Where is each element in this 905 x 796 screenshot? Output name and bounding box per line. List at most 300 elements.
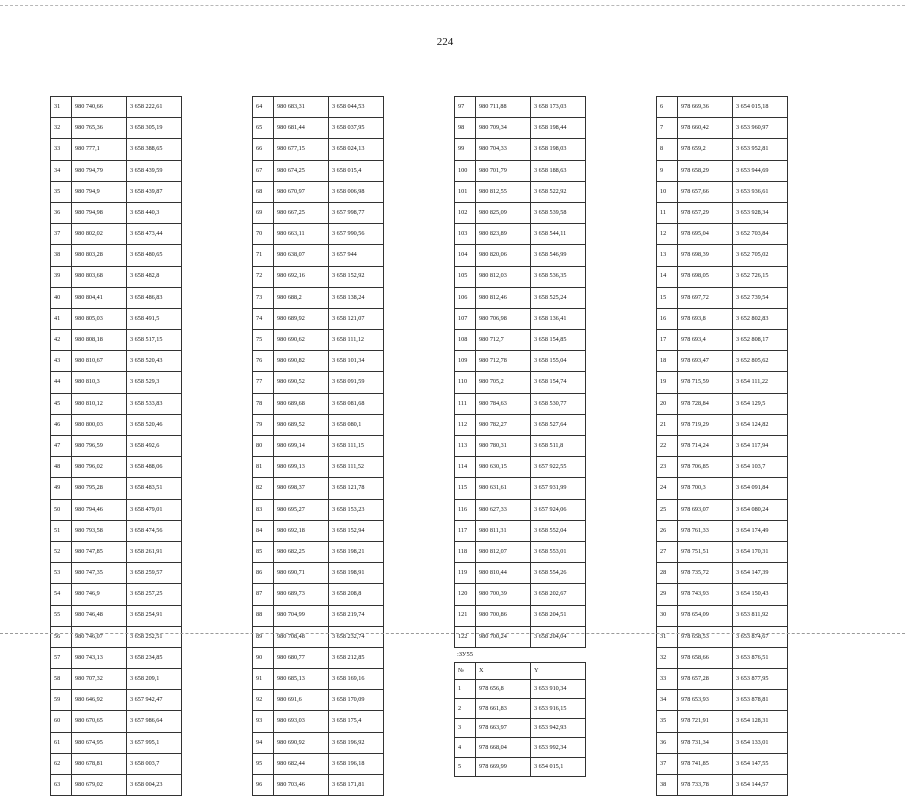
- point-number: 11: [657, 202, 678, 223]
- y-coordinate: 3 658 552,04: [531, 520, 586, 541]
- y-coordinate: 3 658 520,46: [127, 414, 182, 435]
- point-number: 36: [51, 202, 72, 223]
- x-coordinate: 980 698,37: [274, 478, 329, 499]
- x-coordinate: 978 669,36: [678, 97, 733, 118]
- point-number: 9: [657, 160, 678, 181]
- y-coordinate: 3 658 533,83: [127, 393, 182, 414]
- y-coordinate: 3 658 024,13: [329, 139, 384, 160]
- x-coordinate: 978 693,07: [678, 499, 733, 520]
- y-coordinate: 3 658 111,15: [329, 436, 384, 457]
- x-coordinate: 978 733,78: [678, 775, 733, 796]
- x-coordinate: 978 653,93: [678, 690, 733, 711]
- point-number: 16: [657, 308, 678, 329]
- x-coordinate: 980 706,98: [476, 308, 531, 329]
- point-number: 116: [455, 499, 476, 520]
- point-number: 25: [657, 499, 678, 520]
- y-coordinate: 3 653 944,69: [733, 160, 788, 181]
- y-coordinate: 3 658 198,21: [329, 541, 384, 562]
- x-coordinate: 978 695,04: [678, 224, 733, 245]
- coords-table-4: [656, 96, 788, 796]
- table-row: [455, 97, 586, 118]
- x-coordinate: 978 668,04: [476, 738, 531, 758]
- point-number: 114: [455, 457, 476, 478]
- x-coordinate: 980 679,02: [72, 775, 127, 796]
- y-coordinate: 3 658 136,41: [531, 308, 586, 329]
- x-coordinate: 978 693,8: [678, 308, 733, 329]
- y-coordinate: 3 657 924,06: [531, 499, 586, 520]
- x-coordinate: 980 690,82: [274, 351, 329, 372]
- y-coordinate: 3 658 091,59: [329, 372, 384, 393]
- table-row: [253, 436, 384, 457]
- table-row: [455, 245, 586, 266]
- point-number: 86: [253, 563, 274, 584]
- table-row: [253, 563, 384, 584]
- x-coordinate: 980 709,34: [476, 118, 531, 139]
- y-coordinate: 3 658 209,1: [127, 669, 182, 690]
- point-number: 59: [51, 690, 72, 711]
- table-row: [253, 308, 384, 329]
- point-number: 50: [51, 499, 72, 520]
- point-number: 48: [51, 457, 72, 478]
- point-number: 31: [657, 626, 678, 647]
- table-row: [657, 541, 788, 562]
- table-row: [657, 690, 788, 711]
- point-number: 64: [253, 97, 274, 118]
- table-row: [657, 224, 788, 245]
- x-coordinate: 980 680,77: [274, 647, 329, 668]
- point-number: 88: [253, 605, 274, 626]
- y-coordinate: 3 657 922,55: [531, 457, 586, 478]
- point-number: 6: [657, 97, 678, 118]
- table-row: [657, 605, 788, 626]
- table-row: [455, 520, 586, 541]
- y-coordinate: 3 658 482,8: [127, 266, 182, 287]
- x-coordinate: 980 784,63: [476, 393, 531, 414]
- y-coordinate: 3 653 811,92: [733, 605, 788, 626]
- point-number: 35: [51, 181, 72, 202]
- x-coordinate: 978 735,72: [678, 563, 733, 584]
- coords-column-1: [50, 96, 182, 796]
- x-coordinate: 980 804,41: [72, 287, 127, 308]
- x-coordinate: 980 712,7: [476, 330, 531, 351]
- x-coordinate: 978 657,29: [678, 202, 733, 223]
- y-coordinate: 3 654 128,31: [733, 711, 788, 732]
- x-coordinate: 978 714,24: [678, 436, 733, 457]
- table-row: [657, 478, 788, 499]
- y-coordinate: 3 658 522,92: [531, 181, 586, 202]
- x-coordinate: 978 728,84: [678, 393, 733, 414]
- x-coordinate: 980 646,92: [72, 690, 127, 711]
- x-coordinate: 978 693,4: [678, 330, 733, 351]
- point-number: 39: [51, 266, 72, 287]
- x-coordinate: 980 682,25: [274, 541, 329, 562]
- table-row: [51, 436, 182, 457]
- point-number: 79: [253, 414, 274, 435]
- point-number: 80: [253, 436, 274, 457]
- y-coordinate: 3 658 121,78: [329, 478, 384, 499]
- x-coordinate: 980 677,15: [274, 139, 329, 160]
- y-coordinate: 3 653 960,97: [733, 118, 788, 139]
- table-row: [455, 308, 586, 329]
- table-row: [51, 287, 182, 308]
- y-coordinate: 3 658 511,8: [531, 436, 586, 457]
- table-row: [455, 330, 586, 351]
- table-row: [51, 97, 182, 118]
- point-number: 33: [657, 669, 678, 690]
- x-coordinate: 980 765,36: [72, 118, 127, 139]
- point-number: 47: [51, 436, 72, 457]
- point-number: 115: [455, 478, 476, 499]
- x-coordinate: 980 688,2: [274, 287, 329, 308]
- y-coordinate: 3 658 479,01: [127, 499, 182, 520]
- y-coordinate: 3 654 015,18: [733, 97, 788, 118]
- point-number: 119: [455, 563, 476, 584]
- point-number: 3: [455, 718, 476, 738]
- point-number: 35: [657, 711, 678, 732]
- x-coordinate: 978 658,66: [678, 647, 733, 668]
- point-number: 73: [253, 287, 274, 308]
- x-coordinate: 980 674,95: [72, 732, 127, 753]
- point-number: 43: [51, 351, 72, 372]
- y-coordinate: 3 658 202,67: [531, 584, 586, 605]
- table-row: [657, 202, 788, 223]
- y-coordinate: 3 653 992,34: [531, 738, 586, 758]
- y-coordinate: 3 658 152,92: [329, 266, 384, 287]
- x-coordinate: 980 691,6: [274, 690, 329, 711]
- x-coordinate: 978 706,85: [678, 457, 733, 478]
- table-row: [657, 775, 788, 796]
- table-row: [455, 541, 586, 562]
- table-row: [253, 393, 384, 414]
- x-coordinate: 980 810,3: [72, 372, 127, 393]
- point-number: 18: [657, 351, 678, 372]
- point-number: 30: [657, 605, 678, 626]
- y-coordinate: 3 652 802,83: [733, 308, 788, 329]
- table-row: [51, 563, 182, 584]
- y-coordinate: 3 658 529,3: [127, 372, 182, 393]
- y-coordinate: 3 654 147,55: [733, 753, 788, 774]
- x-coordinate: 980 689,73: [274, 584, 329, 605]
- y-coordinate: 3 654 174,49: [733, 520, 788, 541]
- table-row: [253, 541, 384, 562]
- x-coordinate: 980 701,79: [476, 160, 531, 181]
- x-coordinate: 980 704,33: [476, 139, 531, 160]
- point-number: 44: [51, 372, 72, 393]
- y-coordinate: 3 652 705,02: [733, 245, 788, 266]
- x-coordinate: 980 692,18: [274, 520, 329, 541]
- point-number: 70: [253, 224, 274, 245]
- x-coordinate: 978 654,09: [678, 605, 733, 626]
- table-row: [455, 584, 586, 605]
- point-number: 4: [455, 738, 476, 758]
- point-number: 100: [455, 160, 476, 181]
- point-number: 15: [657, 287, 678, 308]
- x-coordinate: 980 683,31: [274, 97, 329, 118]
- table-row: [51, 351, 182, 372]
- point-number: 40: [51, 287, 72, 308]
- x-coordinate: 980 631,61: [476, 478, 531, 499]
- table-row: [657, 711, 788, 732]
- table-row: [253, 775, 384, 796]
- y-coordinate: 3 658 488,06: [127, 457, 182, 478]
- y-coordinate: 3 658 259,57: [127, 563, 182, 584]
- x-coordinate: 980 700,39: [476, 584, 531, 605]
- x-coordinate: 980 782,27: [476, 414, 531, 435]
- table-row: [51, 669, 182, 690]
- table-row: [455, 436, 586, 457]
- point-number: 46: [51, 414, 72, 435]
- point-number: 103: [455, 224, 476, 245]
- y-coordinate: 3 657 990,56: [329, 224, 384, 245]
- table-row: [253, 499, 384, 520]
- table-row: [51, 160, 182, 181]
- subtable-header-row: [455, 662, 586, 679]
- x-coordinate: 978 719,29: [678, 414, 733, 435]
- point-number: 56: [51, 626, 72, 647]
- point-number: 77: [253, 372, 274, 393]
- point-number: 13: [657, 245, 678, 266]
- y-coordinate: 3 658 212,85: [329, 647, 384, 668]
- point-number: 49: [51, 478, 72, 499]
- x-coordinate: 978 693,47: [678, 351, 733, 372]
- x-coordinate: 980 823,89: [476, 224, 531, 245]
- x-coordinate: 980 795,28: [72, 478, 127, 499]
- point-number: 8: [657, 139, 678, 160]
- table-row: [455, 457, 586, 478]
- point-number: 122: [455, 626, 476, 647]
- y-coordinate: 3 658 232,74: [329, 626, 384, 647]
- table-row: [51, 330, 182, 351]
- point-number: 7: [657, 118, 678, 139]
- point-number: 94: [253, 732, 274, 753]
- table-row: [455, 478, 586, 499]
- table-row: [253, 753, 384, 774]
- coords-table-3: [454, 96, 586, 648]
- table-row: [51, 118, 182, 139]
- table-row: [51, 626, 182, 647]
- table-row: [51, 499, 182, 520]
- table-row: [253, 139, 384, 160]
- table-row: [253, 224, 384, 245]
- table-row: [51, 775, 182, 796]
- table-row: [657, 372, 788, 393]
- header-x: X: [476, 662, 531, 679]
- x-coordinate: 980 690,62: [274, 330, 329, 351]
- y-coordinate: 3 654 150,43: [733, 584, 788, 605]
- y-coordinate: 3 658 081,68: [329, 393, 384, 414]
- y-coordinate: 3 658 252,51: [127, 626, 182, 647]
- point-number: 75: [253, 330, 274, 351]
- table-row: [253, 287, 384, 308]
- x-coordinate: 980 746,48: [72, 605, 127, 626]
- point-number: 105: [455, 266, 476, 287]
- table-row: [51, 202, 182, 223]
- y-coordinate: 3 658 261,91: [127, 541, 182, 562]
- x-coordinate: 980 803,28: [72, 245, 127, 266]
- point-number: 32: [51, 118, 72, 139]
- x-coordinate: 978 656,8: [476, 679, 531, 699]
- x-coordinate: 980 746,07: [72, 626, 127, 647]
- table-row: [455, 738, 586, 758]
- y-coordinate: 3 652 808,17: [733, 330, 788, 351]
- x-coordinate: 980 690,92: [274, 732, 329, 753]
- point-number: 81: [253, 457, 274, 478]
- point-number: 84: [253, 520, 274, 541]
- table-row: [253, 97, 384, 118]
- x-coordinate: 980 794,9: [72, 181, 127, 202]
- x-coordinate: 980 796,59: [72, 436, 127, 457]
- y-coordinate: 3 658 492,6: [127, 436, 182, 457]
- y-coordinate: 3 658 037,95: [329, 118, 384, 139]
- x-coordinate: 980 689,92: [274, 308, 329, 329]
- table-row: [657, 393, 788, 414]
- point-number: 120: [455, 584, 476, 605]
- table-row: [455, 160, 586, 181]
- table-row: [657, 436, 788, 457]
- point-number: 26: [657, 520, 678, 541]
- x-coordinate: 980 689,52: [274, 414, 329, 435]
- y-coordinate: 3 658 257,25: [127, 584, 182, 605]
- y-coordinate: 3 654 091,84: [733, 478, 788, 499]
- table-row: [253, 202, 384, 223]
- table-row: [51, 584, 182, 605]
- point-number: 95: [253, 753, 274, 774]
- table-row: [253, 584, 384, 605]
- y-coordinate: 3 653 876,51: [733, 647, 788, 668]
- point-number: 53: [51, 563, 72, 584]
- x-coordinate: 980 802,02: [72, 224, 127, 245]
- table-row: [51, 732, 182, 753]
- point-number: 104: [455, 245, 476, 266]
- y-coordinate: 3 658 527,64: [531, 414, 586, 435]
- table-row: [51, 541, 182, 562]
- point-number: 38: [657, 775, 678, 796]
- table-row: [657, 414, 788, 435]
- point-number: 57: [51, 647, 72, 668]
- table-row: [455, 351, 586, 372]
- x-coordinate: 978 741,85: [678, 753, 733, 774]
- y-coordinate: 3 653 936,61: [733, 181, 788, 202]
- x-coordinate: 980 810,12: [72, 393, 127, 414]
- coords-table-1: [50, 96, 182, 796]
- x-coordinate: 980 692,16: [274, 266, 329, 287]
- table-row: [455, 224, 586, 245]
- y-coordinate: 3 658 517,15: [127, 330, 182, 351]
- point-number: 37: [51, 224, 72, 245]
- y-coordinate: 3 658 170,09: [329, 690, 384, 711]
- y-coordinate: 3 658 474,56: [127, 520, 182, 541]
- point-number: 82: [253, 478, 274, 499]
- y-coordinate: 3 658 169,16: [329, 669, 384, 690]
- x-coordinate: 978 761,33: [678, 520, 733, 541]
- y-coordinate: 3 658 198,44: [531, 118, 586, 139]
- x-coordinate: 978 669,99: [476, 757, 531, 777]
- point-number: 5: [455, 757, 476, 777]
- table-row: [455, 393, 586, 414]
- y-coordinate: 3 658 196,18: [329, 753, 384, 774]
- point-number: 92: [253, 690, 274, 711]
- point-number: 45: [51, 393, 72, 414]
- table-row: [455, 372, 586, 393]
- x-coordinate: 978 751,51: [678, 541, 733, 562]
- coords-column-4: [656, 96, 788, 796]
- point-number: 71: [253, 245, 274, 266]
- point-number: 2: [455, 699, 476, 719]
- table-row: [657, 753, 788, 774]
- point-number: 74: [253, 308, 274, 329]
- table-row: [455, 563, 586, 584]
- table-row: [455, 139, 586, 160]
- y-coordinate: 3 653 916,15: [531, 699, 586, 719]
- y-coordinate: 3 657 998,77: [329, 202, 384, 223]
- point-number: 1: [455, 679, 476, 699]
- point-number: 17: [657, 330, 678, 351]
- y-coordinate: 3 658 530,77: [531, 393, 586, 414]
- y-coordinate: 3 658 121,07: [329, 308, 384, 329]
- table-row: [657, 160, 788, 181]
- table-row: [51, 245, 182, 266]
- y-coordinate: 3 658 539,58: [531, 202, 586, 223]
- x-coordinate: 980 712,78: [476, 351, 531, 372]
- table-row: [657, 499, 788, 520]
- table-row: [657, 647, 788, 668]
- x-coordinate: 980 825,09: [476, 202, 531, 223]
- x-coordinate: 980 810,44: [476, 563, 531, 584]
- table-row: [657, 308, 788, 329]
- x-coordinate: 980 810,67: [72, 351, 127, 372]
- x-coordinate: 978 721,91: [678, 711, 733, 732]
- table-row: [51, 753, 182, 774]
- y-coordinate: 3 658 546,99: [531, 245, 586, 266]
- x-coordinate: 980 812,07: [476, 541, 531, 562]
- point-number: 34: [657, 690, 678, 711]
- point-number: 28: [657, 563, 678, 584]
- table-row: [657, 97, 788, 118]
- y-coordinate: 3 658 154,85: [531, 330, 586, 351]
- table-row: [253, 330, 384, 351]
- y-coordinate: 3 658 219,74: [329, 605, 384, 626]
- table-row: [51, 690, 182, 711]
- y-coordinate: 3 658 305,19: [127, 118, 182, 139]
- x-coordinate: 980 678,81: [72, 753, 127, 774]
- x-coordinate: 980 820,06: [476, 245, 531, 266]
- x-coordinate: 980 812,46: [476, 287, 531, 308]
- point-number: 27: [657, 541, 678, 562]
- point-number: 20: [657, 393, 678, 414]
- point-number: 121: [455, 605, 476, 626]
- table-row: [455, 499, 586, 520]
- y-coordinate: 3 658 198,91: [329, 563, 384, 584]
- y-coordinate: 3 658 439,59: [127, 160, 182, 181]
- y-coordinate: 3 658 175,4: [329, 711, 384, 732]
- table-row: [51, 414, 182, 435]
- point-number: 113: [455, 436, 476, 457]
- x-coordinate: 978 657,28: [678, 669, 733, 690]
- table-row: [657, 351, 788, 372]
- x-coordinate: 978 657,66: [678, 181, 733, 202]
- y-coordinate: 3 658 111,52: [329, 457, 384, 478]
- table-row: [455, 287, 586, 308]
- x-coordinate: 980 746,9: [72, 584, 127, 605]
- x-coordinate: 980 711,88: [476, 97, 531, 118]
- y-coordinate: 3 657 944: [329, 245, 384, 266]
- point-number: 106: [455, 287, 476, 308]
- point-number: 37: [657, 753, 678, 774]
- y-coordinate: 3 658 154,74: [531, 372, 586, 393]
- point-number: 19: [657, 372, 678, 393]
- x-coordinate: 980 780,31: [476, 436, 531, 457]
- y-coordinate: 3 658 483,51: [127, 478, 182, 499]
